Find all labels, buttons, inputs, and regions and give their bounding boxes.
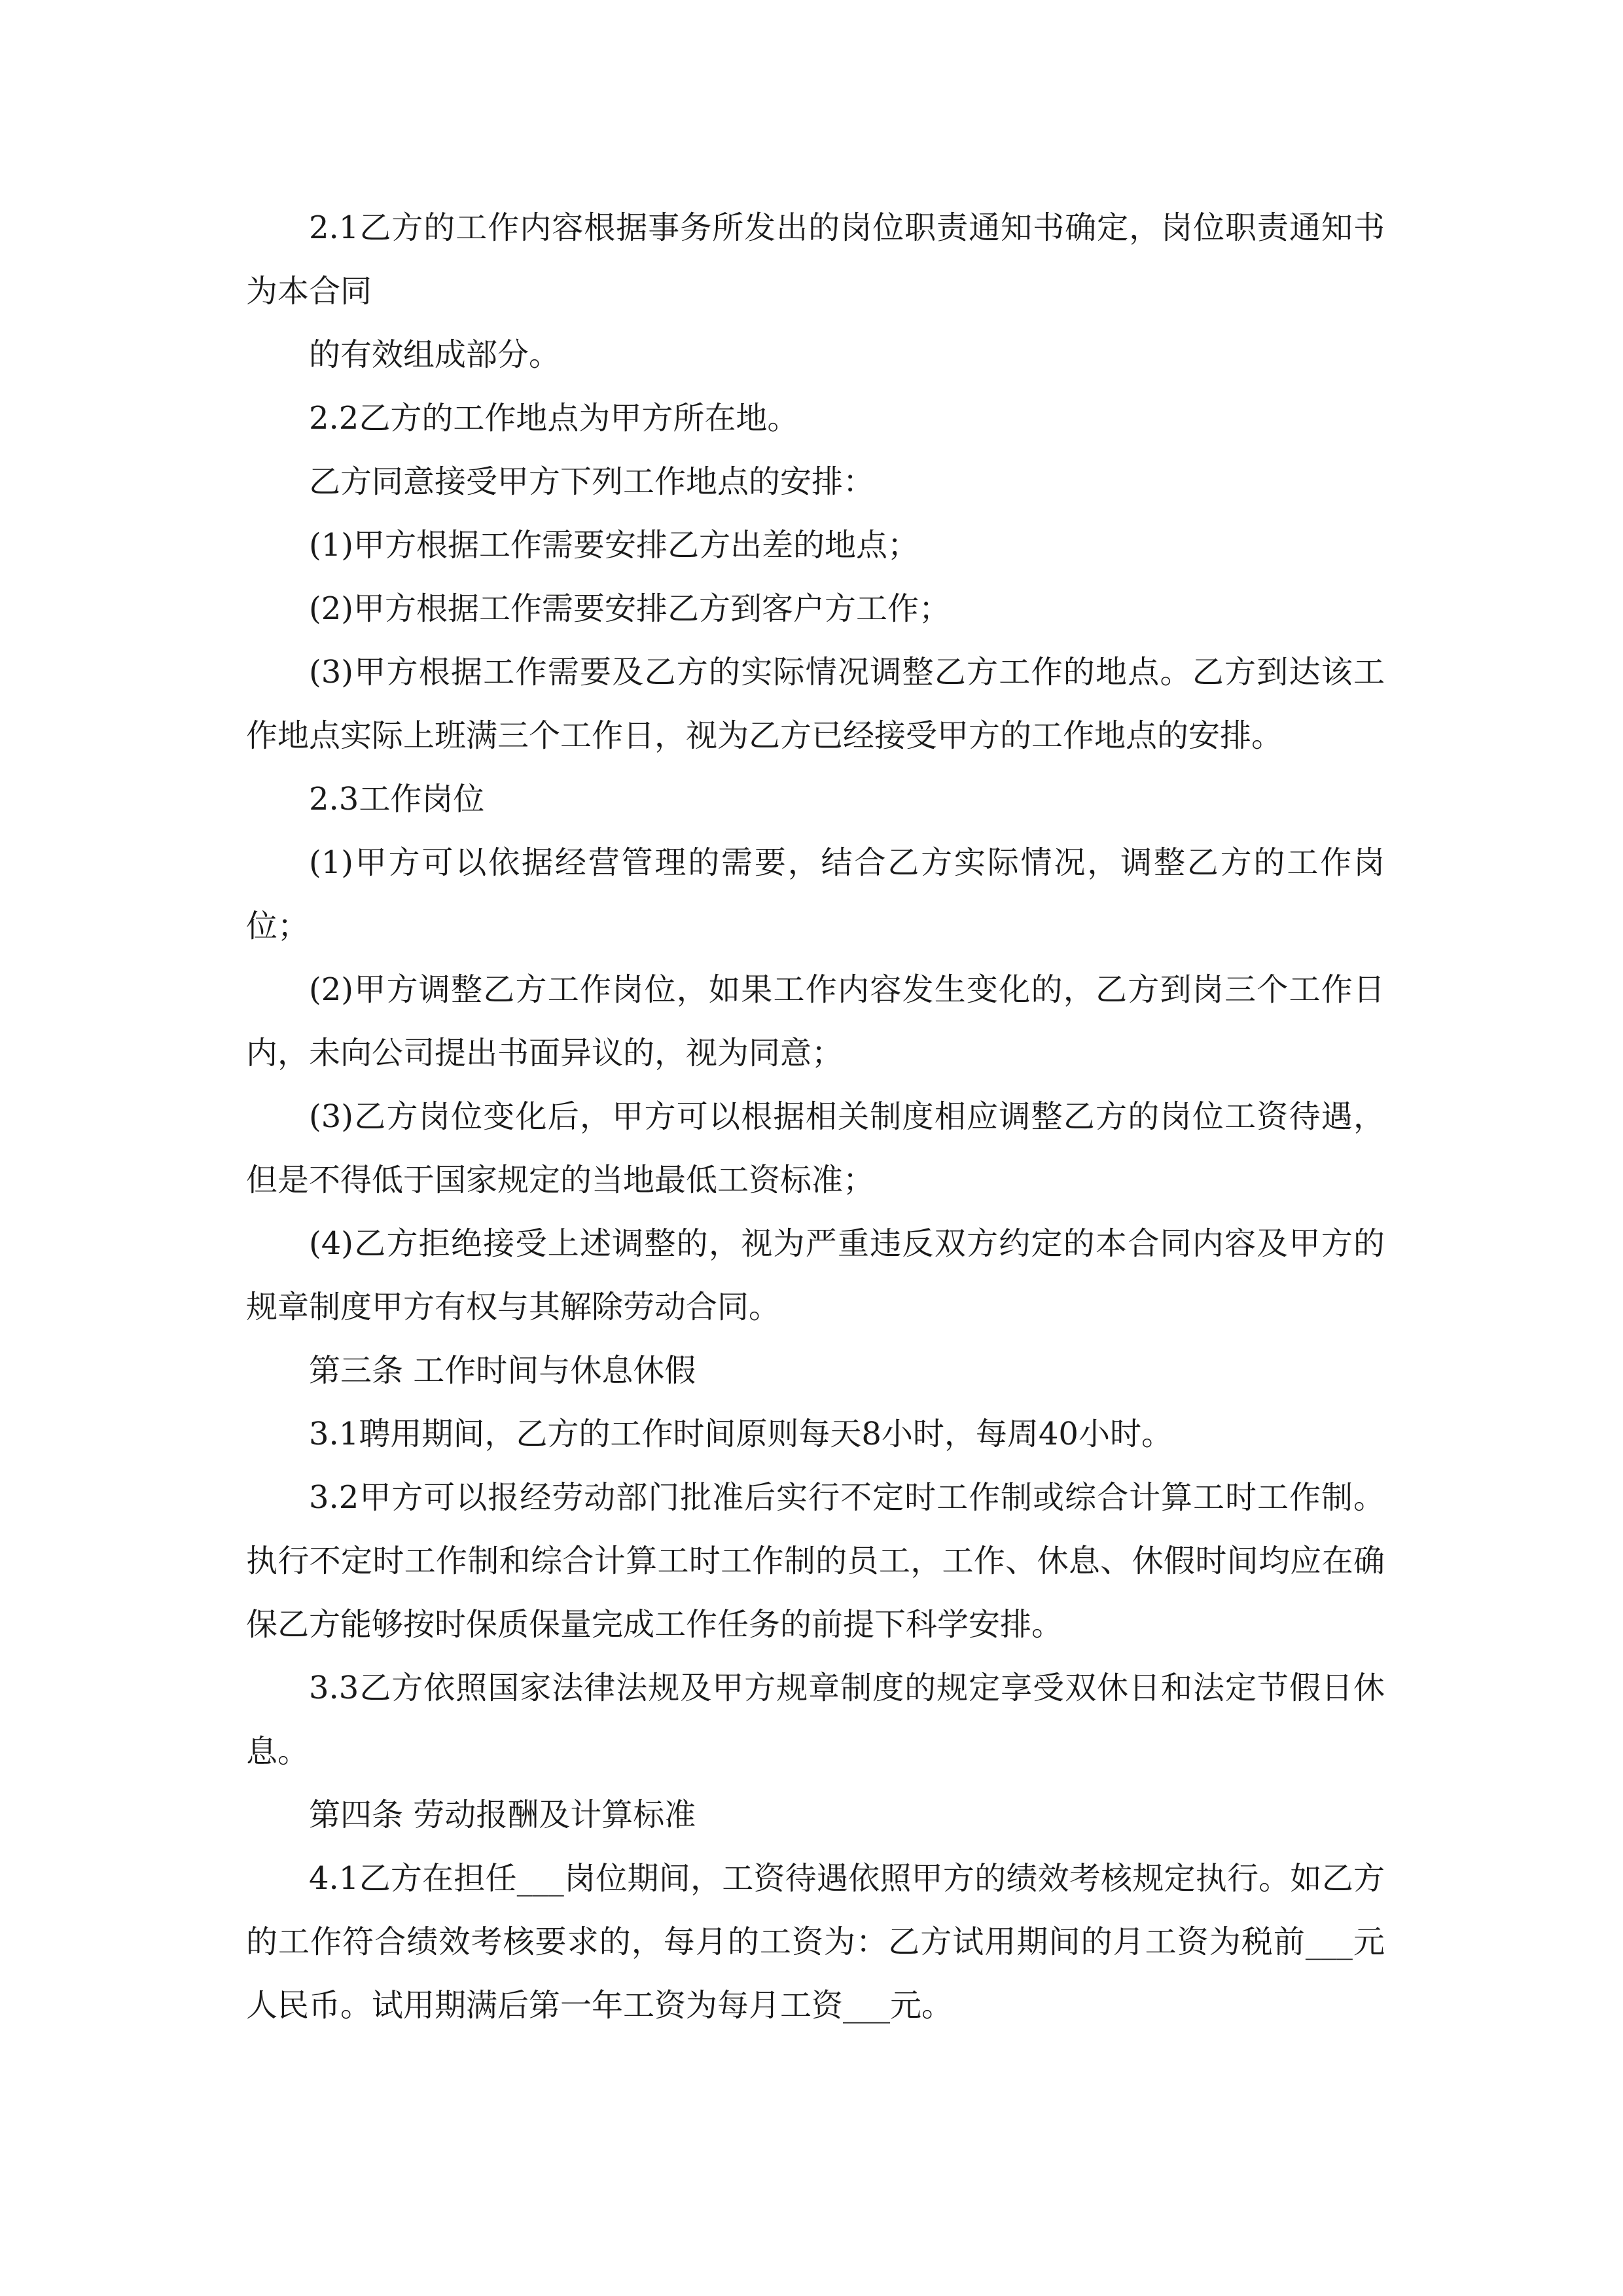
article-3-heading: 第三条 工作时间与休息休假 xyxy=(309,1352,696,1389)
document-body xyxy=(246,196,1385,2037)
paragraph-3-1: 3.1聘用期间，乙方的工作时间原则每天8小时，每周40小时。 xyxy=(309,1416,1173,1452)
paragraph-post-item-4: (4)乙方拒绝接受上述调整的，视为严重违反双方约定的本合同内容及甲方的规章制度甲方有权与其解除劳动合同。 xyxy=(246,1225,1385,1325)
paragraph-3-2: 3.2甲方可以报经劳动部门批准后实行不定时工作制或综合计算工时工作制。执行不定时工作制和综合计算工时工作制的员工，工作、休息、休假时间均应在确保乙方能够按时保质保量完成工作任务的前提下科学安排。 xyxy=(246,1479,1385,1643)
paragraph-2-1: 2.1乙方的工作内容根据事务所发出的岗位职责通知书确定，岗位职责通知书为本合同 xyxy=(246,209,1385,310)
article-4-heading: 第四条 劳动报酬及计算标准 xyxy=(309,1797,696,1833)
paragraph-3-3: 3.3乙方依照国家法律法规及甲方规章制度的规定享受双休日和法定节假日休息。 xyxy=(246,1670,1385,1770)
paragraph-2-2: 2.2乙方的工作地点为甲方所在地。 xyxy=(309,400,799,437)
paragraph-location-item-2: (2)甲方根据工作需要安排乙方到客户方工作； xyxy=(309,590,950,627)
paragraph-location-item-1: (1)甲方根据工作需要安排乙方出差的地点； xyxy=(309,527,919,564)
paragraph-2-1-continued: 的有效组成部分。 xyxy=(309,336,561,373)
paragraph-location-consent: 乙方同意接受甲方下列工作地点的安排： xyxy=(309,463,875,500)
paragraph-post-item-3: (3)乙方岗位变化后，甲方可以根据相关制度相应调整乙方的岗位工资待遇，但是不得低于国家规定的当地最低工资标准； xyxy=(246,1098,1385,1198)
paragraph-4-1: 4.1乙方在担任___岗位期间，工资待遇依照甲方的绩效考核规定执行。如乙方的工作符合绩效考核要求的，每月的工资为：乙方试用期间的月工资为税前___元人民币。试用期满后第一年工资为每月工资___元。 xyxy=(246,1860,1385,2024)
paragraph-location-item-3: (3)甲方根据工作需要及乙方的实际情况调整乙方工作的地点。乙方到达该工作地点实际上班满三个工作日，视为乙方已经接受甲方的工作地点的安排。 xyxy=(246,654,1385,754)
paragraph-2-3-heading: 2.3工作岗位 xyxy=(309,781,485,817)
paragraph-post-item-1: (1)甲方可以依据经营管理的需要，结合乙方实际情况，调整乙方的工作岗位； xyxy=(246,844,1385,944)
paragraph-post-item-2: (2)甲方调整乙方工作岗位，如果工作内容发生变化的，乙方到岗三个工作日内，未向公司提出书面异议的，视为同意； xyxy=(246,971,1385,1071)
